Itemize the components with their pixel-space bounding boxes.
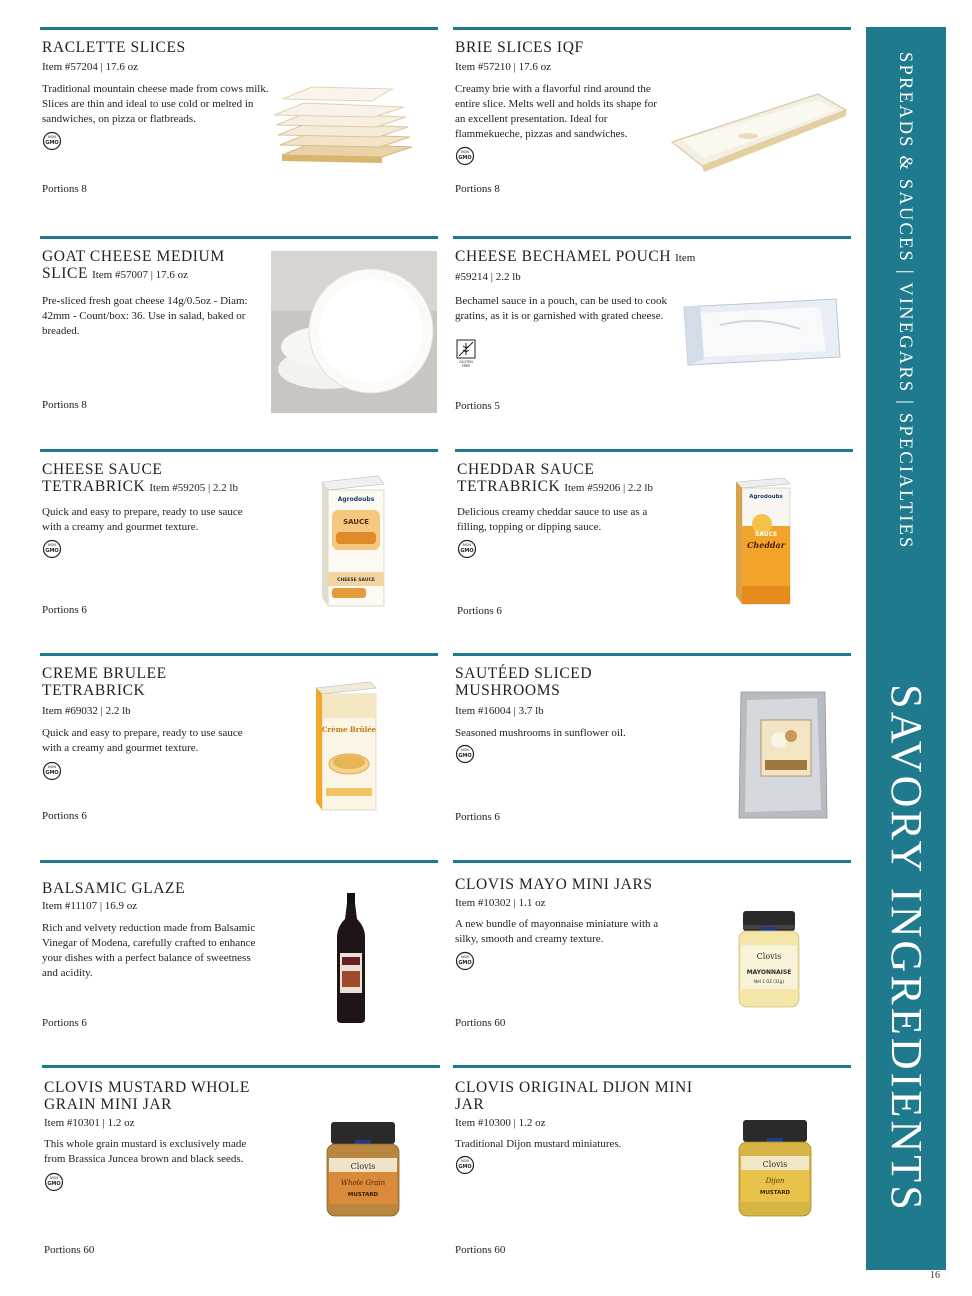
product-title	[457, 461, 707, 497]
svg-text:NON: NON	[48, 543, 56, 547]
bechamel-pouch-image	[680, 295, 842, 369]
gluten-free-icon	[455, 339, 477, 369]
product-card-brie-slices	[453, 27, 851, 227]
product-item-number: Item #11107 | 16.9 oz	[42, 900, 138, 912]
package-clovis-label: Clovis	[756, 952, 782, 961]
product-item-number: Item #69032 | 2.2 lb	[42, 705, 131, 717]
product-portions: Portions 6	[42, 1017, 87, 1029]
product-title	[42, 461, 292, 497]
non-gmo-icon	[455, 951, 475, 971]
package-clovis-label: Clovis	[350, 1162, 376, 1171]
product-title-text: CHEESE BECHAMEL POUCH	[455, 248, 672, 265]
product-card-clovis-mayo	[453, 860, 851, 1060]
svg-text:NON: NON	[48, 765, 56, 769]
product-item-number: Item #57210 | 17.6 oz	[455, 61, 551, 73]
product-title: BRIE SLICES IQF	[455, 39, 584, 56]
product-title-text: CHEDDAR SAUCE TETRABRICK	[457, 461, 595, 495]
product-portions: Portions 60	[455, 1244, 506, 1256]
product-item-number: Item #59206 | 2.2 lb	[564, 482, 653, 494]
package-sauce-label: SAUCE	[343, 518, 369, 526]
goat-cheese-image	[271, 251, 437, 413]
svg-text:GMO: GMO	[460, 548, 474, 554]
raclette-slices-image	[272, 85, 422, 175]
product-portions: Portions 6	[42, 810, 87, 822]
sidebar-category-list: SPREADS & SAUCES | VINEGARS | SPECIALTIES	[895, 52, 915, 550]
brie-slices-image	[668, 90, 848, 172]
svg-text:GMO: GMO	[45, 548, 59, 554]
product-title	[42, 248, 292, 284]
product-title: CREME BRULEE TETRABRICK	[42, 665, 167, 699]
package-cheese-sauce-label: CHEESE SAUCE	[337, 578, 375, 583]
product-description: Traditional Dijon mustard miniatures.	[455, 1138, 622, 1150]
page-number: 16	[930, 1270, 940, 1281]
svg-text:GLUTEN: GLUTEN	[459, 360, 473, 364]
product-description: Quick and easy to prepare, ready to use sauce with a creamy and gourmet texture.	[42, 727, 243, 754]
svg-text:NON: NON	[461, 150, 469, 154]
product-portions: Portions 6	[455, 811, 500, 823]
product-title-text: GOAT CHEESE MEDIUM SLICE	[42, 248, 225, 282]
product-item-number: Item #59205 | 2.2 lb	[149, 482, 238, 494]
package-brand: Agrodoubs	[337, 496, 375, 503]
product-portions: Portions 8	[455, 183, 500, 195]
package-mayonnaise-label: MAYONNAISE	[746, 969, 792, 976]
svg-text:NON: NON	[461, 748, 469, 752]
product-title: SAUTÉED SLICED MUSHROOMS	[455, 665, 593, 699]
package-dijon-label: Dijon	[765, 1177, 785, 1185]
package-mustard-label: MUSTARD	[759, 1190, 791, 1196]
product-card-goat-cheese	[40, 236, 438, 436]
svg-text:FREE: FREE	[461, 364, 471, 368]
cheese-sauce-tetrabrick-image	[318, 474, 386, 608]
svg-text:NON: NON	[463, 543, 471, 547]
non-gmo-icon	[455, 146, 475, 166]
product-description: A new bundle of mayonnaise miniature with a silky, smooth and creamy texture.	[455, 918, 659, 945]
product-card-balsamic-glaze	[40, 860, 438, 1060]
mushrooms-pouch-image	[737, 690, 829, 820]
clovis-mayo-jar-image	[737, 911, 801, 1009]
product-item-number: Item #10301 | 1.2 oz	[44, 1117, 135, 1129]
non-gmo-icon	[457, 539, 477, 559]
product-description: Delicious creamy cheddar sauce to use as a filling, topping or dipping sauce.	[457, 506, 648, 533]
balsamic-glaze-bottle-image	[335, 893, 367, 1023]
non-gmo-icon	[44, 1172, 64, 1192]
product-title: RACLETTE SLICES	[42, 39, 186, 56]
package-whole-grain-label: Whole Grain	[340, 1179, 386, 1187]
package-brand: Agrodoubs	[749, 494, 783, 500]
clovis-whole-grain-mustard-jar-image	[325, 1122, 401, 1218]
product-portions: Portions 60	[44, 1244, 95, 1256]
package-net-weight: Net 1 OZ (31g)	[753, 979, 785, 984]
product-title: BALSAMIC GLAZE	[42, 880, 186, 897]
non-gmo-icon	[42, 131, 62, 151]
product-card-cheese-sauce	[40, 449, 438, 649]
creme-brulee-tetrabrick-image	[314, 680, 390, 812]
product-description: Traditional mountain cheese made from cows milk. Slices are thin and ideal to use cold or melted in sandwiches, on pizza or flatbreads.	[42, 83, 269, 125]
product-item-number: Item #57007 | 17.6 oz	[92, 269, 189, 281]
svg-text:NON: NON	[50, 1176, 58, 1180]
cheddar-sauce-tetrabrick-image	[732, 476, 792, 606]
product-portions: Portions 8	[42, 183, 87, 195]
svg-text:NON: NON	[461, 955, 469, 959]
product-portions: Portions 8	[42, 399, 87, 411]
product-title-text: CHEESE SAUCE TETRABRICK	[42, 461, 163, 495]
product-card-sauteed-mushrooms	[453, 653, 851, 853]
product-card-raclette-slices	[40, 27, 438, 227]
sidebar-section-title: SAVORY INGREDIENTS	[882, 684, 931, 1213]
product-description: Quick and easy to prepare, ready to use sauce with a creamy and gourmet texture.	[42, 506, 243, 533]
product-portions: Portions 6	[457, 605, 502, 617]
product-item-number: Item #59214 | 2.2 lb	[455, 252, 696, 283]
product-description: This whole grain mustard is exclusively made from Brassica Juncea brown and black seeds.	[44, 1138, 247, 1165]
product-title: CLOVIS MUSTARD WHOLE GRAIN MINI JAR	[44, 1079, 250, 1113]
svg-text:GMO: GMO	[458, 960, 472, 966]
product-item-number: Item #57204 | 17.6 oz	[42, 61, 138, 73]
product-portions: Portions 5	[455, 400, 500, 412]
non-gmo-icon	[455, 744, 475, 764]
product-card-clovis-dijon-mustard	[453, 1065, 851, 1265]
product-item-number: Item #10300 | 1.2 oz	[455, 1117, 546, 1129]
non-gmo-icon	[42, 539, 62, 559]
product-card-cheddar-sauce	[455, 449, 853, 649]
svg-text:GMO: GMO	[458, 155, 472, 161]
product-title: CLOVIS MAYO MINI JARS	[455, 876, 653, 893]
product-card-cheese-bechamel	[453, 236, 851, 436]
svg-text:GMO: GMO	[458, 1164, 472, 1170]
non-gmo-icon	[455, 1155, 475, 1175]
svg-text:NON: NON	[461, 1159, 469, 1163]
product-item-number: Item #10302 | 1.1 oz	[455, 897, 546, 909]
svg-text:GMO: GMO	[47, 1181, 61, 1187]
product-description: Creamy brie with a flavorful rind around the entire slice. Melts well and holds its shape for an excellent presentation. Ideal for flammekueche, pizzas and sandwiches.	[455, 83, 657, 140]
svg-text:NON: NON	[48, 135, 56, 139]
product-description: Bechamel sauce in a pouch, can be used to cook gratins, as it is or garnished with grated cheese.	[455, 295, 667, 322]
product-item-number: Item #16004 | 3.7 lb	[455, 705, 544, 717]
package-sauce-label: SAUCE	[754, 531, 778, 538]
product-portions: Portions 60	[455, 1017, 506, 1029]
clovis-dijon-mustard-jar-image	[737, 1120, 813, 1218]
svg-text:GMO: GMO	[45, 770, 59, 776]
product-description: Seasoned mushrooms in sunflower oil.	[455, 727, 626, 739]
package-clovis-label: Clovis	[762, 1160, 788, 1169]
package-mustard-label: MUSTARD	[347, 1192, 379, 1198]
product-description: Pre-sliced fresh goat cheese 14g/0.5oz - Diam: 42mm - Count/box: 36. Use in salad, baked or breaded.	[42, 295, 248, 337]
non-gmo-icon	[42, 761, 62, 781]
package-creme-brulee-label: Crème Brûlée	[321, 725, 377, 734]
svg-text:GMO: GMO	[458, 753, 472, 759]
product-card-clovis-whole-grain-mustard	[42, 1065, 440, 1265]
product-portions: Portions 6	[42, 604, 87, 616]
product-title	[455, 248, 705, 286]
product-title: CLOVIS ORIGINAL DIJON MINI JAR	[455, 1079, 693, 1113]
svg-text:GMO: GMO	[45, 140, 59, 146]
product-card-creme-brulee	[40, 653, 438, 853]
package-cheddar-label: Cheddar	[747, 540, 785, 550]
product-description: Rich and velvety reduction made from Balsamic Vinegar of Modena, carefully crafted to enhance your dishes with a perfect balance of sweetness and acidity.	[42, 922, 256, 979]
